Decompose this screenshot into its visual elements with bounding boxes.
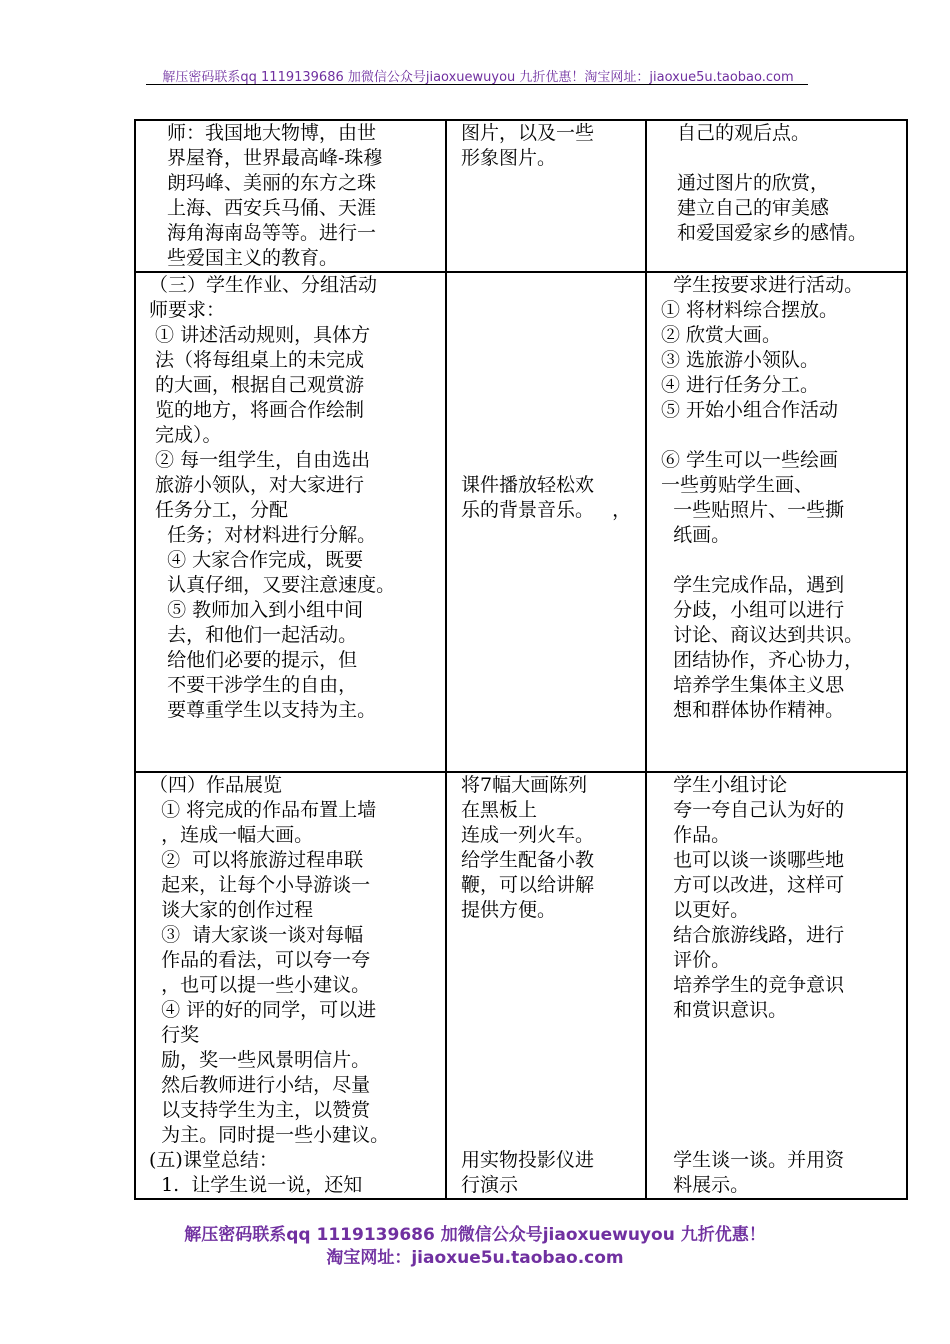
text-line [461, 1073, 645, 1098]
text-line: 作品的看法，可以夸一夸 [149, 949, 371, 971]
student-activity-cell [646, 272, 907, 772]
text-line: 界屋脊，世界最高峰-珠穆 [167, 147, 383, 169]
text-line [661, 1023, 906, 1048]
text-line: 行奖 [149, 1024, 200, 1046]
text-line: ⑥ 学生可以一些绘画 [661, 449, 839, 471]
text-line [461, 973, 645, 998]
text-line: ① 讲述活动规则，具体方 [149, 324, 371, 346]
text-line: 任务分工，分配 [149, 499, 289, 521]
text-line: ① 将材料综合摆放。 [661, 299, 839, 321]
text-line: 结合旅游线路，进行 [661, 924, 845, 946]
text-line [461, 448, 645, 473]
text-line: 学生完成作品，遇到 [661, 574, 845, 596]
text-line: 海角海南岛等等。进行一 [167, 222, 377, 244]
teacher-activity-cell [135, 772, 446, 1199]
text-line: 分歧，小组可以进行 [661, 599, 845, 621]
teacher-activity-cell [135, 120, 446, 272]
text-line: 在黑板上 [461, 799, 538, 821]
text-line: 然后教师进行小结，尽量 [149, 1074, 371, 1096]
text-line: （四）作品展览 [149, 774, 283, 796]
text-line: 师：我国地大物博，由世 [167, 122, 377, 144]
text-line [661, 1073, 906, 1098]
text-line: 览的地方，将画合作绘制 [149, 399, 365, 421]
footer-line-2: 淘宝网址：jiaoxue5u.taobao.com [326, 1248, 624, 1268]
text-line: ，也可以提一些小建议。 [149, 974, 371, 996]
text-line [461, 948, 645, 973]
header-rule [146, 84, 808, 85]
text-line: 自己的观后点。 [677, 122, 811, 144]
student-activity-cell [646, 120, 907, 272]
text-line: 用实物投影仪进 [461, 1149, 595, 1171]
text-line: 学生按要求进行活动。 [661, 274, 864, 296]
header-watermark: 解压密码联系qq 1119139686 加微信公众号jiaoxuewuyou 九折优惠！淘宝网址：jiaoxue5u.taobao.com [162, 70, 794, 85]
footer-line-1: 解压密码联系qq 1119139686 加微信公众号jiaoxuewuyou 九折优惠！ [184, 1225, 766, 1245]
text-line: 鞭，可以给讲解 [461, 874, 595, 896]
text-line [661, 1048, 906, 1073]
text-line: 作品。 [661, 824, 731, 846]
text-line: 提供方便。 [461, 899, 557, 921]
text-line: 一些剪贴学生画、 [661, 474, 814, 496]
text-line: ④ 评的好的同学，可以进 [149, 999, 377, 1021]
text-line [661, 1098, 906, 1123]
text-line: 学生小组讨论 [661, 774, 788, 796]
text-line: ② 可以将旅游过程串联 [149, 849, 364, 871]
text-line [461, 423, 645, 448]
text-line: 讨论、商议达到共识。 [661, 624, 864, 646]
text-line [461, 998, 645, 1023]
text-line [461, 923, 645, 948]
media-cell [446, 120, 646, 272]
text-line: ⑤ 开始小组合作活动 [661, 399, 839, 421]
text-line: 建立自己的审美感 [677, 197, 830, 219]
text-line: 给他们必要的提示，但 [149, 649, 358, 671]
text-line [461, 398, 645, 423]
text-line: 将7幅大画陈列 [461, 774, 588, 796]
text-line: 完成）。 [149, 424, 222, 446]
text-line: 去，和他们一起活动。 [149, 624, 358, 646]
text-line: 任务；对材料进行分解。 [149, 524, 377, 546]
text-line: 认真仔细，又要注意速度。 [149, 574, 396, 596]
text-line: 培养学生集体主义思 [661, 674, 845, 696]
text-line [461, 373, 645, 398]
text-line: 师要求： [149, 299, 226, 321]
text-line [461, 1048, 645, 1073]
text-line: 课件播放轻松欢 [461, 474, 595, 496]
text-line: 和赏识意识。 [661, 999, 788, 1021]
text-line [461, 1123, 645, 1148]
text-line: ① 将完成的作品布置上墙 [149, 799, 377, 821]
text-line: 行演示 [461, 1174, 519, 1196]
text-line: 团结协作，齐心协力， [661, 649, 864, 671]
text-line: 起来，让每个小导游谈一 [149, 874, 371, 896]
text-line: (五)课堂总结： [149, 1149, 278, 1171]
text-line: 通过图片的欣赏， [677, 172, 830, 194]
text-line: 1. 让学生说一说，还知 [149, 1174, 363, 1196]
text-line: 纸画。 [661, 524, 731, 546]
teacher-activity-cell [135, 272, 446, 772]
text-line: 图片，以及一些 [461, 122, 595, 144]
text-line [661, 1123, 906, 1148]
text-line [677, 146, 906, 171]
student-activity-cell [646, 772, 907, 1199]
media-cell [446, 772, 646, 1199]
text-line: ④ 进行任务分工。 [661, 374, 820, 396]
text-line: 方可以改进，这样可 [661, 874, 845, 896]
text-line: 法（将每组桌上的未完成 [149, 349, 365, 371]
text-line: 些爱国主义的教育。 [167, 247, 339, 269]
table-row [135, 272, 907, 772]
text-line [461, 273, 645, 298]
text-line: 为主。同时提一些小建议。 [149, 1124, 390, 1146]
table-row [135, 772, 907, 1199]
text-line: 也可以谈一谈哪些地 [661, 849, 845, 871]
text-line [461, 1098, 645, 1123]
text-line: 连成一列火车。 [461, 824, 595, 846]
text-line [461, 323, 645, 348]
text-line: ④ 大家合作完成，既要 [149, 549, 364, 571]
text-line: 培养学生的竞争意识 [661, 974, 845, 996]
text-line: ，连成一幅大画。 [149, 824, 314, 846]
text-line: 励，奖一些风景明信片。 [149, 1049, 371, 1071]
text-line: 给学生配备小教 [461, 849, 595, 871]
text-line: 以更好。 [661, 899, 750, 921]
text-line: ② 每一组学生，自由选出 [149, 449, 371, 471]
text-line: 旅游小领队，对大家进行 [149, 474, 365, 496]
text-line: 要尊重学生以支持为主。 [149, 699, 377, 721]
text-line: 形象图片。 [461, 147, 557, 169]
text-line: 上海、西安兵马俑、天涯 [167, 197, 377, 219]
text-line: 以支持学生为主，以赞赏 [149, 1099, 371, 1121]
text-line: 的大画，根据自己观赏游 [149, 374, 365, 396]
text-line: 夸一夸自己认为好的 [661, 799, 845, 821]
text-line: 想和群体协作精神。 [661, 699, 845, 721]
text-line: 朗玛峰、美丽的东方之珠 [167, 172, 377, 194]
lesson-plan-table [134, 119, 908, 1200]
text-line [661, 423, 906, 448]
text-line: 乐的背景音乐。 ， [461, 499, 632, 521]
text-line [461, 348, 645, 373]
text-line: （三）学生作业、分组活动 [149, 274, 378, 296]
text-line: 谈大家的创作过程 [149, 899, 314, 921]
text-line: 不要干涉学生的自由， [149, 674, 358, 696]
table-row [135, 120, 907, 272]
media-cell [446, 272, 646, 772]
text-line [461, 1023, 645, 1048]
text-line: 学生谈一谈。并用资 [661, 1149, 845, 1171]
text-line: ② 欣赏大画。 [661, 324, 782, 346]
text-line [661, 548, 906, 573]
text-line: 评价。 [661, 949, 731, 971]
text-line: 和爱国爱家乡的感情。 [677, 222, 868, 244]
text-line [461, 298, 645, 323]
text-line: ③ 选旅游小领队。 [661, 349, 820, 371]
text-line: 料展示。 [661, 1174, 750, 1196]
text-line: ⑤ 教师加入到小组中间 [149, 599, 364, 621]
text-line: ③ 请大家谈一谈对每幅 [149, 924, 364, 946]
text-line: 一些贴照片、一些撕 [661, 499, 845, 521]
